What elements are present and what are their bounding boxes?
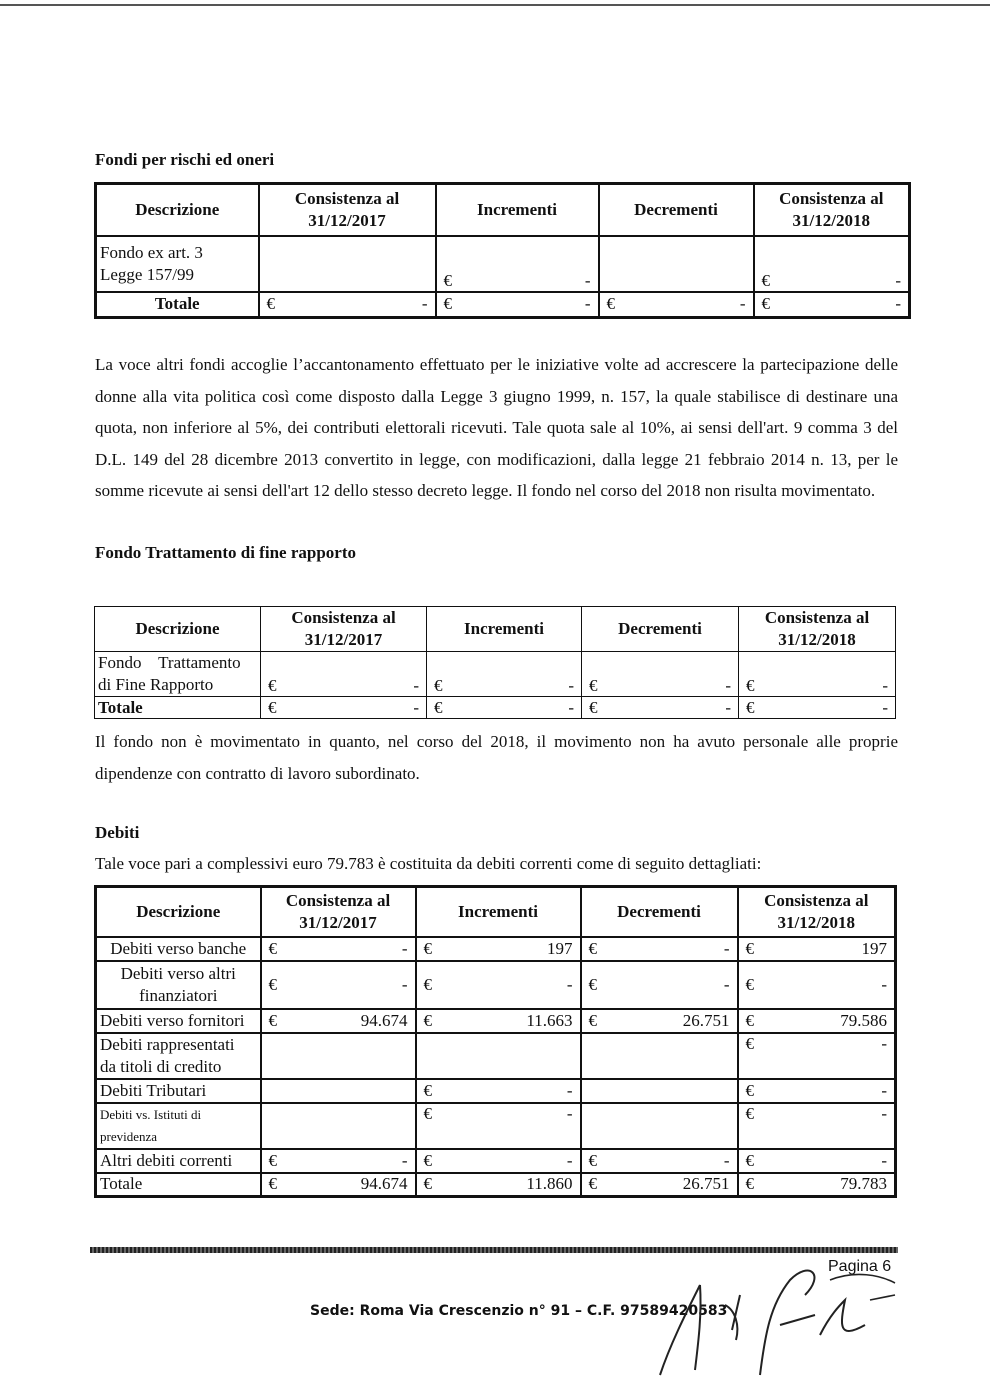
- table-row: [96, 1033, 896, 1079]
- euro-sign: €: [588, 938, 597, 958]
- cell-empty: [599, 236, 754, 292]
- cell: [261, 1149, 416, 1173]
- total-cell: [416, 1173, 581, 1197]
- cell-value: -: [568, 697, 574, 717]
- header-consistenza-2017: Consistenza al 31/12/2017: [261, 607, 427, 652]
- table-row: [96, 1149, 896, 1173]
- page-number: Pagina 6: [828, 1258, 892, 1275]
- header-consistenza-2018: Consistenza al 31/12/2018: [754, 184, 910, 236]
- header-decrementi: Decrementi: [582, 607, 739, 652]
- row-label-line1: Debiti rappresentati: [100, 1034, 235, 1054]
- cell-value: -: [882, 697, 888, 717]
- euro-sign: €: [588, 1150, 597, 1170]
- row-label-line1: Debiti verso altri: [120, 963, 236, 983]
- euro-sign: €: [588, 1010, 597, 1030]
- euro-sign: €: [423, 1174, 432, 1194]
- cell-value: -: [881, 1103, 887, 1123]
- table-debiti: [94, 885, 897, 1198]
- debiti-intro: Tale voce pari a complessivi euro 79.783 è costituita da debiti correnti come di seguito dettagliati:: [95, 854, 762, 873]
- paragraph-tfr: Il fondo non è movimentato in quanto, nel corso del 2018, il movimento non ha avuto personale alle proprie dipendenze con contratto di lavoro subordinato.: [95, 732, 898, 783]
- row-label-line2: da titoli di credito: [100, 1056, 222, 1076]
- handwritten-signature-icon: [640, 1255, 900, 1385]
- euro-sign: €: [268, 697, 277, 717]
- table-row: [96, 1079, 896, 1103]
- cell-value: 197: [861, 938, 887, 958]
- cell-value: -: [895, 294, 901, 314]
- total-label: Totale: [96, 292, 259, 318]
- row-label: Debiti verso banche: [96, 937, 261, 961]
- euro-sign: €: [423, 974, 432, 994]
- cell-empty: [261, 1033, 416, 1079]
- cell-value: -: [413, 676, 419, 695]
- header-incrementi: Incrementi: [427, 607, 582, 652]
- cell: [261, 1009, 416, 1033]
- cell-value: -: [566, 1080, 573, 1100]
- row-label-line1: Fondo ex art. 3: [100, 242, 203, 262]
- header-consistenza-2017: Consistenza al 31/12/2017: [261, 887, 416, 937]
- total-label: Totale: [96, 1173, 261, 1197]
- euro-sign: €: [746, 697, 755, 717]
- cell: [261, 652, 427, 697]
- cell-value: 26.751: [682, 1010, 730, 1030]
- cell-value: -: [584, 294, 591, 314]
- header-consistenza-2018: Consistenza al 31/12/2018: [739, 607, 896, 652]
- euro-sign: €: [268, 676, 277, 695]
- cell-value: -: [723, 974, 730, 994]
- cell-value: 26.751: [682, 1174, 730, 1194]
- row-label-line2: di Fine Rapporto: [98, 675, 214, 694]
- cell-value: -: [881, 1080, 887, 1100]
- row-label: [96, 1103, 261, 1149]
- cell-incrementi: [436, 236, 599, 292]
- footer-divider: [90, 1247, 898, 1253]
- total-cell: [739, 697, 896, 719]
- total-label: Totale: [95, 697, 261, 719]
- euro-sign: €: [423, 1010, 432, 1030]
- cell-value: -: [895, 270, 901, 290]
- table-row: [96, 1103, 896, 1149]
- euro-sign: €: [589, 676, 598, 695]
- cell-value: 94.674: [360, 1174, 408, 1194]
- cell-value: 79.783: [840, 1174, 887, 1194]
- euro-sign: €: [268, 1150, 277, 1170]
- row-label: Altri debiti correnti: [96, 1149, 261, 1173]
- row-label-line2: previdenza: [100, 1128, 158, 1144]
- cell: [582, 652, 739, 697]
- cell-value: -: [401, 1150, 408, 1170]
- cell: [738, 1103, 896, 1149]
- cell: [738, 1033, 896, 1079]
- euro-sign: €: [588, 1174, 597, 1194]
- euro-sign: €: [745, 1150, 754, 1170]
- cell-value: -: [401, 974, 408, 994]
- euro-sign: €: [745, 974, 754, 994]
- header-incrementi: Incrementi: [436, 184, 599, 236]
- total-cell: [754, 292, 910, 318]
- header-decrementi: Decrementi: [581, 887, 738, 937]
- table-row: [96, 961, 896, 1009]
- cell-empty: [581, 1103, 738, 1149]
- cell-empty: [261, 1103, 416, 1149]
- header-descrizione: Descrizione: [95, 607, 261, 652]
- row-label: [96, 1033, 261, 1079]
- cell-empty: [581, 1033, 738, 1079]
- cell: [581, 1149, 738, 1173]
- table-total-row: [96, 1173, 896, 1197]
- euro-sign: €: [443, 270, 452, 290]
- table-header-row: [96, 887, 896, 937]
- row-label-line2: finanziatori: [139, 985, 218, 1005]
- euro-sign: €: [606, 294, 615, 314]
- cell-value: -: [401, 938, 408, 958]
- cell: [416, 961, 581, 1009]
- cell-value: -: [421, 294, 428, 314]
- euro-sign: €: [588, 974, 597, 994]
- total-cell: [261, 697, 427, 719]
- cell-value: -: [725, 697, 731, 717]
- row-label: [96, 236, 259, 292]
- cell-value: 197: [547, 938, 573, 958]
- row-label: Debiti verso fornitori: [96, 1009, 261, 1033]
- table-row: [96, 937, 896, 961]
- row-label: [96, 961, 261, 1009]
- cell: [261, 937, 416, 961]
- section-heading-debiti: Debiti: [95, 823, 140, 842]
- euro-sign: €: [761, 270, 770, 290]
- cell-empty: [581, 1079, 738, 1103]
- header-consistenza-2017: Consistenza al 31/12/2017: [259, 184, 436, 236]
- cell: [738, 937, 896, 961]
- cell: [416, 1149, 581, 1173]
- row-label-line2: Legge 157/99: [100, 264, 194, 284]
- cell-empty: [259, 236, 436, 292]
- footer-address: Sede: Roma Via Crescenzio n° 91 – C.F. 97589420583: [310, 1303, 728, 1319]
- euro-sign: €: [745, 1080, 754, 1100]
- cell: [416, 1079, 581, 1103]
- total-cell: [581, 1173, 738, 1197]
- cell: [738, 1009, 896, 1033]
- cell: [581, 961, 738, 1009]
- table-total-row: [95, 697, 896, 719]
- cell: [738, 961, 896, 1009]
- euro-sign: €: [266, 294, 275, 314]
- table-row: [96, 236, 910, 292]
- cell-empty: [261, 1079, 416, 1103]
- cell-empty: [416, 1033, 581, 1079]
- table-tfr: [94, 606, 896, 719]
- cell-value: -: [739, 294, 746, 314]
- euro-sign: €: [434, 676, 443, 695]
- header-descrizione: Descrizione: [96, 184, 259, 236]
- euro-sign: €: [423, 1150, 432, 1170]
- euro-sign: €: [268, 938, 277, 958]
- cell: [261, 961, 416, 1009]
- cell: [416, 1103, 581, 1149]
- cell: [581, 1009, 738, 1033]
- header-decrementi: Decrementi: [599, 184, 754, 236]
- header-descrizione: Descrizione: [96, 887, 261, 937]
- cell: [739, 652, 896, 697]
- total-cell: [261, 1173, 416, 1197]
- euro-sign: €: [745, 1103, 754, 1123]
- euro-sign: €: [745, 1174, 754, 1194]
- cell-value: -: [723, 1150, 730, 1170]
- row-label: Debiti Tributari: [96, 1079, 261, 1103]
- euro-sign: €: [589, 697, 598, 717]
- total-cell: [436, 292, 599, 318]
- header-incrementi: Incrementi: [416, 887, 581, 937]
- section-heading-tfr: Fondo Trattamento di fine rapporto: [95, 543, 356, 562]
- euro-sign: €: [268, 1010, 277, 1030]
- cell-value: -: [881, 1033, 887, 1053]
- euro-sign: €: [746, 676, 755, 695]
- cell: [416, 1009, 581, 1033]
- cell-value: -: [881, 974, 887, 994]
- cell-value: -: [568, 676, 574, 695]
- cell: [427, 652, 582, 697]
- total-cell: [427, 697, 582, 719]
- row-label-line1: Debiti vs. Istituti di: [100, 1106, 202, 1122]
- cell-value: -: [882, 676, 888, 695]
- cell: [416, 937, 581, 961]
- cell: [738, 1079, 896, 1103]
- euro-sign: €: [761, 294, 770, 314]
- cell-consistenza-2018: [754, 236, 910, 292]
- cell-value: -: [723, 938, 730, 958]
- cell-value: 79.586: [840, 1010, 887, 1030]
- euro-sign: €: [745, 1033, 754, 1053]
- table-header-row: [96, 184, 910, 236]
- cell-value: -: [566, 974, 573, 994]
- euro-sign: €: [745, 938, 754, 958]
- euro-sign: €: [268, 974, 277, 994]
- cell: [738, 1149, 896, 1173]
- table-row: [96, 1009, 896, 1033]
- euro-sign: €: [443, 294, 452, 314]
- cell-value: 94.674: [360, 1010, 408, 1030]
- table-total-row: [96, 292, 910, 318]
- total-cell: [599, 292, 754, 318]
- cell-value: -: [413, 697, 419, 717]
- cell-value: 11.663: [526, 1010, 573, 1030]
- cell-value: -: [566, 1150, 573, 1170]
- cell-value: -: [881, 1150, 887, 1170]
- cell-value: -: [566, 1103, 573, 1123]
- total-cell: [738, 1173, 896, 1197]
- scan-border-line: [0, 4, 990, 6]
- euro-sign: €: [434, 697, 443, 717]
- table-header-row: [95, 607, 896, 652]
- total-cell: [259, 292, 436, 318]
- euro-sign: €: [423, 938, 432, 958]
- row-label-line1: Fondo Trattamento: [98, 653, 241, 672]
- total-cell: [582, 697, 739, 719]
- paragraph-altri-fondi: La voce altri fondi accoglie l’accantonamento effettuato per le iniziative volte ad accrescere la partecipazione delle donne alla vita politica così come disposto dalla Legge 3 giugno 1999, n. 157, la quale stabilisce di destinare una quota, non inferiore al 5%, dei contributi elettorali ricevuti. Tale quota sale al 10%, ai sensi dell'art. 9 comma 3 del D.L. 149 del 28 dicembre 2013 convertito in legge, con modificazioni, dalla legge 21 febbraio 2014 n. 13, per le somme ricevute ai sensi dell'art 12 dello stesso decreto legge. Il fondo nel corso del 2018 non risulta movimentato.: [95, 355, 898, 500]
- row-label: [95, 652, 261, 697]
- cell-value: -: [584, 270, 591, 290]
- cell: [581, 937, 738, 961]
- table-fondi-rischi: [94, 182, 911, 319]
- euro-sign: €: [745, 1010, 754, 1030]
- cell-value: -: [725, 676, 731, 695]
- euro-sign: €: [423, 1080, 432, 1100]
- section-heading-fondi-rischi: Fondi per rischi ed oneri: [95, 150, 275, 169]
- euro-sign: €: [423, 1103, 432, 1123]
- table-row: [95, 652, 896, 697]
- euro-sign: €: [268, 1174, 277, 1194]
- header-consistenza-2018: Consistenza al 31/12/2018: [738, 887, 896, 937]
- cell-value: 11.860: [526, 1174, 573, 1194]
